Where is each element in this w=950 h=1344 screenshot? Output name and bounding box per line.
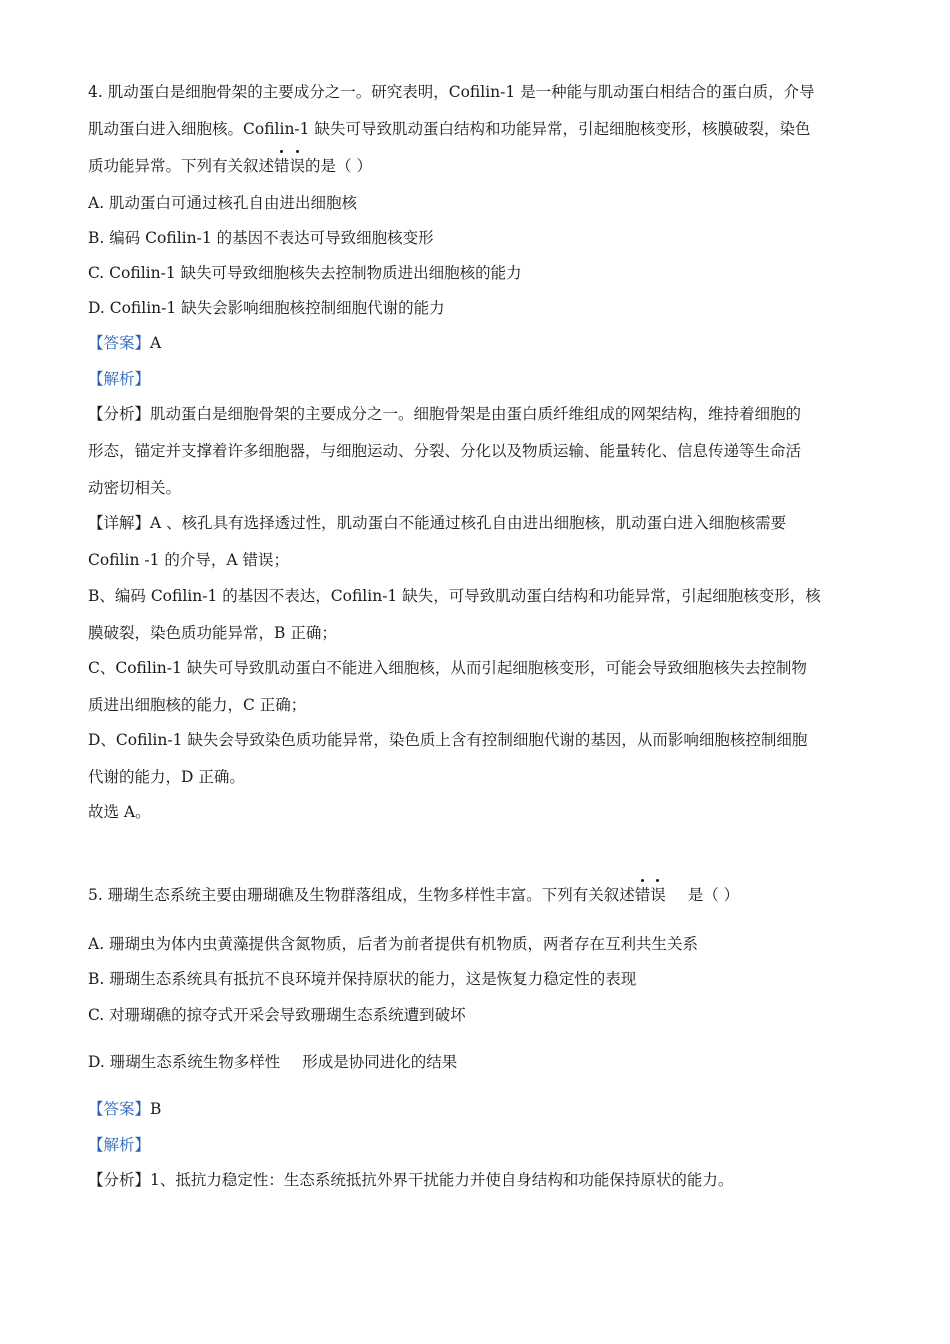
- q5-answer-tag: 【答案】: [88, 1100, 151, 1118]
- q4-option-c: C. Cofilin-1 缺失可导致细胞核失去控制物质进出细胞核的能力: [88, 264, 522, 282]
- q5-answer-value: B: [150, 1100, 162, 1118]
- q4-option-b: B. 编码 Cofilin-1 的基因不表达可导致细胞核变形: [88, 229, 434, 247]
- q4-fenxi-line-1: [88, 404, 801, 424]
- q5-option-d-post: 形成是协同进化的结果: [302, 1053, 458, 1071]
- q5-fenxi-tag: 【分析】: [88, 1171, 151, 1189]
- q4-detail-d-line-2: 代谢的能力，D 正确。: [88, 768, 245, 786]
- q4-detail-b-line-1: B、编码 Cofilin-1 的基因不表达，Cofilin-1 缺失，可导致肌动蛋白结构和功能异常，引起细胞核变形，核: [88, 587, 821, 605]
- q5-stem: [88, 885, 739, 905]
- q5-option-d-pre: D. 珊瑚生态系统生物多样性: [88, 1053, 281, 1071]
- q4-stem-line-3-pre: 质功能异常。下列有关叙述: [88, 157, 275, 175]
- q4-option-d: D. Cofilin-1 缺失会影响细胞核控制细胞代谢的能力: [88, 299, 445, 317]
- q4-detail-line-2: Cofilin -1 的介导，A 错误；: [88, 551, 290, 569]
- q4-analysis-heading: [88, 369, 150, 389]
- q4-detail-c-line-2: 质进出细胞核的能力，C 正确；: [88, 696, 307, 714]
- q4-fenxi-tag: 【分析】: [88, 405, 151, 423]
- q4-xiangjie-tag: 【详解】: [88, 514, 151, 532]
- q4-fenxi-line-2: 形态，锚定并支撑着许多细胞器，与细胞运动、分裂、分化以及物质运输、能量转化、信息传递等生命活: [88, 442, 802, 460]
- q4-detail-c-line-1: C、Cofilin-1 缺失可导致肌动蛋白不能进入细胞核，从而引起细胞核变形，可能会导致细胞核失去控制物: [88, 659, 807, 677]
- q4-detail-d-line-1: D、Cofilin-1 缺失会导致染色质功能异常，染色质上含有控制细胞代谢的基因，从而影响细胞核控制细胞: [88, 731, 808, 749]
- q4-answer-tag: 【答案】: [88, 334, 151, 352]
- q4-emphasis-char-1: 错: [274, 157, 290, 175]
- q4-option-a: A. 肌动蛋白可通过核孔自由进出细胞核: [88, 194, 358, 212]
- q5-analysis-heading: [88, 1135, 150, 1155]
- q4-stem-line-1: 4. 肌动蛋白是细胞骨架的主要成分之一。研究表明，Cofilin-1 是一种能与肌动蛋白相结合的蛋白质，介导: [88, 83, 815, 101]
- q4-answer-line: [88, 333, 161, 353]
- q5-option-c: C. 对珊瑚礁的掠夺式开采会导致珊瑚生态系统遭到破坏: [88, 1006, 466, 1024]
- q4-xiangjie-text-1: A 、核孔具有选择透过性，肌动蛋白不能通过核孔自由进出细胞核，肌动蛋白进入细胞核需要: [150, 514, 787, 532]
- q5-emphasis-char-1: 错: [634, 886, 651, 904]
- q5-emphasis-char-2: 误: [650, 886, 666, 904]
- q4-detail-b-line-2: 膜破裂，染色质功能异常，B 正确；: [88, 624, 337, 642]
- q4-jiexi-tag: 【解析】: [88, 370, 151, 388]
- q4-fenxi-line-3: 动密切相关。: [88, 479, 182, 497]
- q4-detail-line-1: [88, 513, 786, 533]
- q5-jiexi-tag: 【解析】: [88, 1136, 151, 1154]
- q4-conclusion: 故选 A。: [88, 803, 151, 821]
- q4-fenxi-text-1: 肌动蛋白是细胞骨架的主要成分之一。细胞骨架是由蛋白质纤维组成的网架结构，维持着细胞的: [150, 405, 802, 423]
- q5-option-b: B. 珊瑚生态系统具有抵抗不良环境并保持原状的能力，这是恢复力稳定性的表现: [88, 970, 637, 988]
- q5-fenxi-text-1: 1、抵抗力稳定性：生态系统抵抗外界干扰能力并使自身结构和功能保持原状的能力。: [150, 1171, 734, 1189]
- q5-option-d: [88, 1052, 457, 1072]
- q4-stem-line-2: 肌动蛋白进入细胞核。Cofilin-1 缺失可导致肌动蛋白结构和功能异常，引起细胞核变形，核膜破裂，染色: [88, 120, 811, 138]
- q4-stem-line-3: [88, 156, 372, 176]
- q5-stem-pre: 5. 珊瑚生态系统主要由珊瑚礁及生物群落组成，生物多样性丰富。下列有关叙述: [88, 886, 635, 904]
- q4-stem-line-3-post: 的是（ ）: [305, 157, 372, 175]
- q4-emphasis-char-2: 误: [289, 157, 306, 175]
- q5-option-a: A. 珊瑚虫为体内虫黄藻提供含氮物质，后者为前者提供有机物质，两者存在互利共生关系: [88, 935, 699, 953]
- q5-stem-post: 是（ ）: [687, 886, 740, 904]
- q5-fenxi-line-1: [88, 1170, 733, 1190]
- q4-answer-value: A: [150, 334, 162, 352]
- q5-answer-line: [88, 1099, 161, 1119]
